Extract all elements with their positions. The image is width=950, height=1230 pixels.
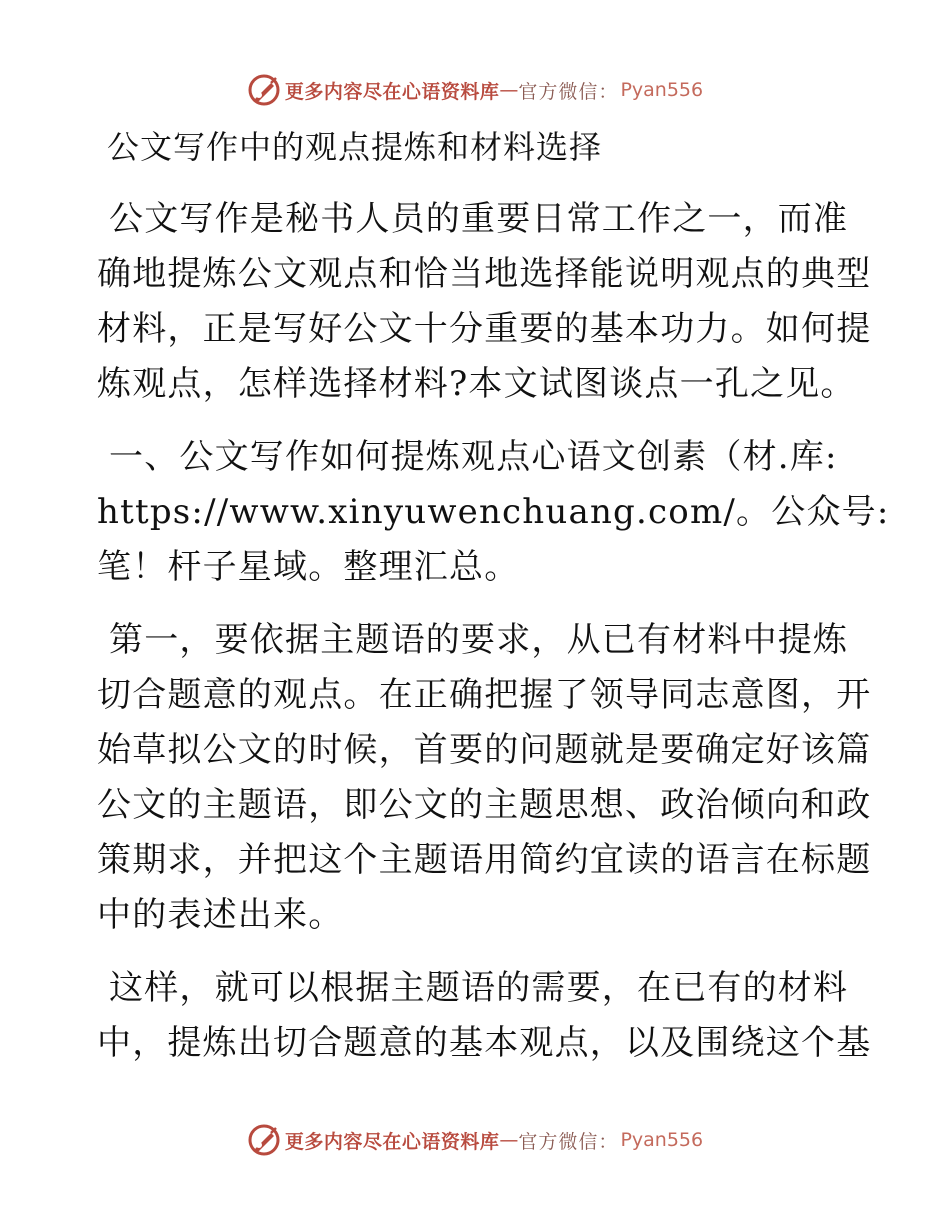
paragraph-line: 炼观点，怎样选择材料?本文试图谈点一孔之见。 bbox=[97, 364, 856, 404]
paragraph-line: 公文的主题语，即公文的主题思想、政治倾向和政 bbox=[97, 785, 872, 825]
paragraph-line: 始草拟公文的时候，首要的问题就是要确定好该篇 bbox=[97, 730, 872, 770]
watermark-dash: — bbox=[499, 79, 519, 101]
paragraph-line: 笔！杆子星域。整理汇总。 bbox=[97, 547, 520, 587]
paragraph-line: 中，提炼出切合题意的基本观点，以及围绕这个基 bbox=[97, 1023, 872, 1063]
paragraph-line: 策期求，并把这个主题语用简约宜读的语言在标题 bbox=[97, 840, 872, 880]
watermark-brand: 更多内容尽在心语资料库 bbox=[284, 80, 500, 103]
paragraph-line: 中的表述出来。 bbox=[97, 895, 344, 935]
paragraph-first-point bbox=[97, 613, 872, 943]
paragraph-line: https://www.xinyuwenchuang.com/。公众号: bbox=[97, 492, 890, 532]
watermark-label: 官方微信： bbox=[518, 80, 619, 103]
quill-logo-icon bbox=[247, 1123, 281, 1157]
watermark-brand: 更多内容尽在心语资料库 bbox=[284, 1130, 500, 1153]
watermark-wechat-id: Pyan556 bbox=[620, 79, 704, 101]
document-title: 公文写作中的观点提炼和材料选择 bbox=[107, 128, 603, 166]
watermark-wechat-id: Pyan556 bbox=[620, 1129, 704, 1151]
footer-watermark bbox=[0, 1120, 950, 1160]
paragraph-line: 这样，就可以根据主题语的需要，在已有的材料 bbox=[109, 968, 849, 1008]
quill-logo-icon bbox=[247, 73, 281, 107]
paragraph-intro bbox=[97, 192, 872, 412]
paragraph-line: 公文写作是秘书人员的重要日常工作之一，而准 bbox=[109, 199, 849, 239]
paragraph-section-heading bbox=[97, 430, 890, 595]
paragraph-line: 确地提炼公文观点和恰当地选择能说明观点的典型 bbox=[97, 254, 872, 294]
paragraph-line: 第一，要依据主题语的要求，从已有材料中提炼 bbox=[109, 620, 849, 660]
document-body bbox=[97, 122, 890, 1089]
header-watermark bbox=[0, 70, 950, 110]
watermark-label: 官方微信： bbox=[518, 1130, 619, 1153]
paragraph-line: 一、公文写作如何提炼观点心语文创素（材.库: bbox=[109, 437, 838, 477]
paragraph-line: 材料，正是写好公文十分重要的基本功力。如何提 bbox=[97, 309, 872, 349]
watermark-dash: — bbox=[499, 1129, 519, 1151]
paragraph-line: 切合题意的观点。在正确把握了领导同志意图，开 bbox=[97, 675, 872, 715]
paragraph-continuation bbox=[97, 961, 872, 1071]
